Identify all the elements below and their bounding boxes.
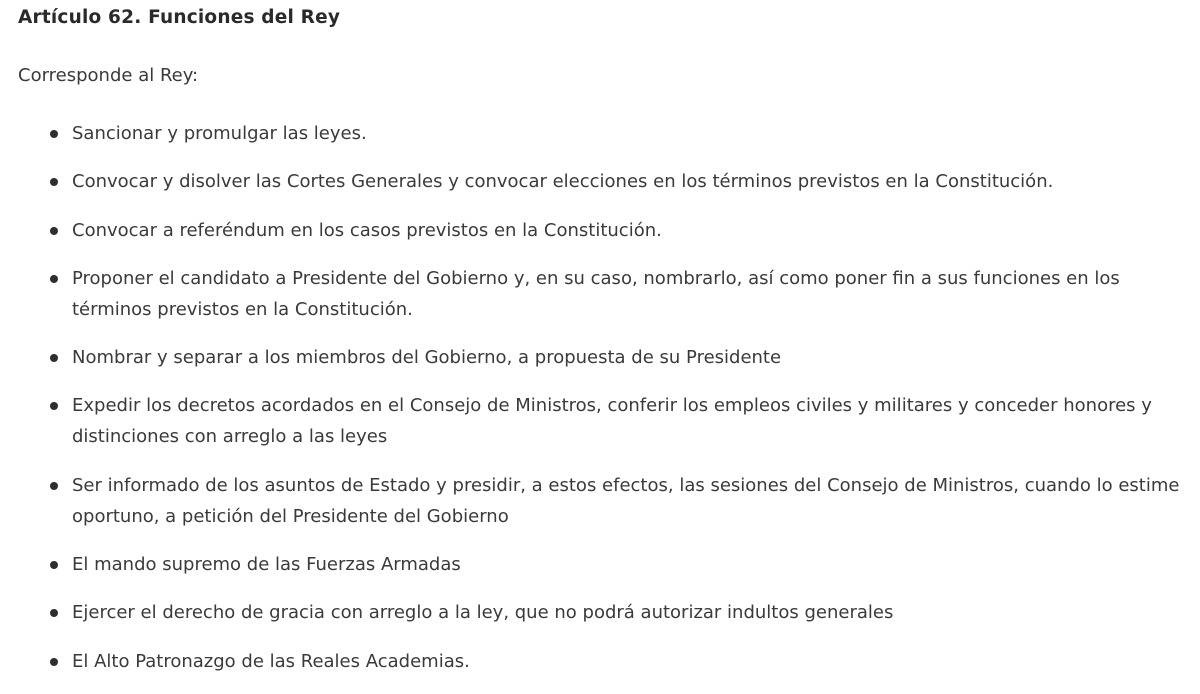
list-item-text: Ejercer el derecho de gracia con arreglo a la ley, que no podrá autorizar indultos generales [72,602,894,624]
list-item [18,470,1183,532]
article [18,0,1188,672]
bullet-icon [50,561,58,569]
list-item [18,342,1183,373]
bullet-icon [50,402,58,410]
bullet-icon [50,658,58,666]
list-item [18,118,1183,149]
list-item-text: Ser informado de los asuntos de Estado y presidir, a estos efectos, las sesiones del Consejo de Ministros, cuando lo estime oportuno, a petición del Presidente del Gobierno [72,474,1180,527]
list-item-text: Convocar y disolver las Cortes Generales y convocar elecciones en los términos previstos en la Constitución. [72,171,1054,193]
list-item [18,597,1183,628]
list-item [18,215,1183,246]
bullet-icon [50,482,58,490]
list-item-text: El mando supremo de las Fuerzas Armadas [72,554,461,576]
bullet-icon [50,275,58,283]
list-item-text: Sancionar y promulgar las leyes. [72,123,367,144]
article-title: Artículo 62. Funciones del Rey [18,7,341,28]
list-item [18,166,1183,197]
list-item [18,390,1183,452]
bullet-icon [50,354,58,362]
bullet-icon [50,609,58,617]
article-intro: Corresponde al Rey: [18,65,199,86]
list-item-text: Expedir los decretos acordados en el Consejo de Ministros, conferir los empleos civiles y militares y conceder honores y distinciones con arreglo a las leyes [72,395,1152,448]
functions-list [18,118,1183,694]
bullet-icon [50,227,58,235]
bullet-icon [50,178,58,186]
list-item-text: Nombrar y separar a los miembros del Gobierno, a propuesta de su Presidente [72,347,782,369]
list-item-text: Proponer el candidato a Presidente del Gobierno y, en su caso, nombrarlo, así como poner fin a sus funciones en los términos previstos en la Constitución. [72,267,1120,320]
list-item [18,549,1183,580]
list-item [18,646,1183,677]
list-item-text: El Alto Patronazgo de las Reales Academias. [72,650,470,672]
bullet-icon [50,130,58,138]
list-item-text: Convocar a referéndum en los casos previstos en la Constitución. [72,219,662,241]
list-item [18,263,1183,325]
